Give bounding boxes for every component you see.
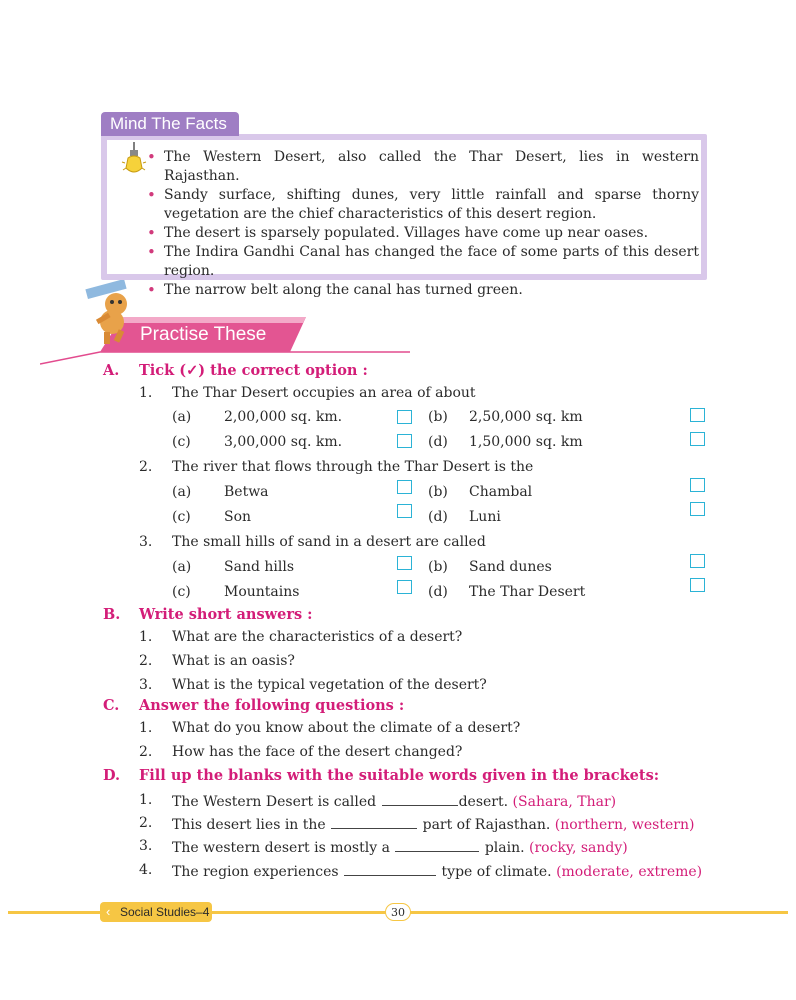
page-number: 30 <box>385 903 411 921</box>
question-number: 3. <box>139 838 153 854</box>
checkbox[interactable] <box>397 580 412 594</box>
question-text: What is an oasis? <box>172 653 295 669</box>
question-number: 4. <box>139 862 153 878</box>
question-number: 2. <box>139 815 153 831</box>
checkbox[interactable] <box>690 554 705 568</box>
practise-title: Practise These <box>140 324 267 345</box>
question-text: The river that flows through the Thar Desert is the <box>172 459 534 475</box>
facts-list <box>143 148 699 300</box>
checkbox[interactable] <box>690 432 705 446</box>
hint-text: (moderate, extreme) <box>556 864 703 880</box>
mascot-icon <box>78 280 150 346</box>
fact-item: • The Western Desert, also called the Thar Desert, lies in western Rajasthan. <box>143 148 699 186</box>
answer-blank[interactable] <box>382 792 458 806</box>
hint-text: (northern, western) <box>554 817 695 833</box>
question-text: plain. <box>484 840 525 856</box>
question-text: The small hills of sand in a desert are called <box>172 534 486 550</box>
answer-blank[interactable] <box>331 815 417 829</box>
option-label: (b) <box>428 559 448 575</box>
section-b-letter: B. <box>103 606 121 623</box>
option-text: 2,50,000 sq. km <box>469 409 583 425</box>
option-label: (c) <box>172 434 191 450</box>
option-text: Sand dunes <box>469 559 552 575</box>
question-text: type of climate. <box>441 864 552 880</box>
section-b-title: Write short answers : <box>139 606 313 623</box>
section-d-letter: D. <box>103 767 121 784</box>
chevron-left-icon: ‹ <box>106 904 111 919</box>
question-text: What are the characteristics of a desert? <box>172 629 463 645</box>
question-number: 3. <box>139 534 153 550</box>
question-text: What do you know about the climate of a desert? <box>172 720 521 736</box>
option-text: Sand hills <box>224 559 294 575</box>
question-number: 3. <box>139 677 153 693</box>
fact-item: • Sandy surface, shifting dunes, very little rainfall and sparse thorny vegetation are the chief characteristics of this desert region. <box>143 186 699 224</box>
fact-item: • The narrow belt along the canal has turned green. <box>143 281 699 300</box>
option-text: Betwa <box>224 484 269 500</box>
option-text: 1,50,000 sq. km <box>469 434 583 450</box>
option-text: Luni <box>469 509 501 525</box>
option-text: 2,00,000 sq. km. <box>224 409 343 425</box>
checkbox[interactable] <box>397 410 412 424</box>
option-label: (a) <box>172 559 192 575</box>
question-number: 1. <box>139 629 153 645</box>
question-number: 2. <box>139 653 153 669</box>
question-text: The Western Desert is called <box>172 794 377 810</box>
hint-text: (rocky, sandy) <box>529 840 628 856</box>
option-text: Chambal <box>469 484 533 500</box>
option-label: (a) <box>172 484 192 500</box>
fill-blank-question <box>172 815 694 833</box>
option-text: Mountains <box>224 584 300 600</box>
checkbox[interactable] <box>690 408 705 422</box>
answer-blank[interactable] <box>395 838 479 852</box>
fact-item: • The desert is sparsely populated. Villages have come up near oases. <box>143 224 699 243</box>
section-c-title: Answer the following questions : <box>139 697 405 714</box>
section-a-letter: A. <box>103 362 120 379</box>
question-text: The region experiences <box>172 864 339 880</box>
option-text: 3,00,000 sq. km. <box>224 434 343 450</box>
hint-text: (Sahara, Thar) <box>512 794 617 810</box>
option-label: (d) <box>428 434 448 450</box>
mind-the-facts-title: Mind The Facts <box>101 112 239 136</box>
option-label: (d) <box>428 584 448 600</box>
question-text: The Thar Desert occupies an area of about <box>172 385 476 401</box>
question-text: part of Rajasthan. <box>422 817 551 833</box>
section-a-title: Tick (✓) the correct option : <box>139 362 368 379</box>
question-text: This desert lies in the <box>172 817 326 833</box>
question-text: desert. <box>458 794 509 810</box>
fill-blank-question <box>172 838 628 856</box>
question-text: The western desert is mostly a <box>172 840 390 856</box>
option-label: (c) <box>172 584 191 600</box>
option-label: (b) <box>428 484 448 500</box>
checkbox[interactable] <box>397 556 412 570</box>
question-number: 1. <box>139 792 153 808</box>
checkbox[interactable] <box>397 434 412 448</box>
option-label: (c) <box>172 509 191 525</box>
fill-blank-question <box>172 862 702 880</box>
question-number: 1. <box>139 720 153 736</box>
option-text: Son <box>224 509 252 525</box>
checkbox[interactable] <box>690 502 705 516</box>
checkbox[interactable] <box>690 578 705 592</box>
fact-item: • The Indira Gandhi Canal has changed the face of some parts of this desert region. <box>143 243 699 281</box>
option-label: (b) <box>428 409 448 425</box>
answer-blank[interactable] <box>344 862 436 876</box>
fill-blank-question <box>172 792 616 810</box>
question-number: 2. <box>139 744 153 760</box>
section-c-letter: C. <box>103 697 120 714</box>
question-number: 2. <box>139 459 153 475</box>
question-text: What is the typical vegetation of the desert? <box>172 677 487 693</box>
footer-book-title: Social Studies–4 <box>100 902 212 922</box>
option-text: The Thar Desert <box>469 584 586 600</box>
checkbox[interactable] <box>397 504 412 518</box>
option-label: (a) <box>172 409 192 425</box>
section-d-title: Fill up the blanks with the suitable words given in the brackets: <box>139 767 660 784</box>
checkbox[interactable] <box>397 480 412 494</box>
question-text: How has the face of the desert changed? <box>172 744 463 760</box>
question-number: 1. <box>139 385 153 401</box>
checkbox[interactable] <box>690 478 705 492</box>
option-label: (d) <box>428 509 448 525</box>
